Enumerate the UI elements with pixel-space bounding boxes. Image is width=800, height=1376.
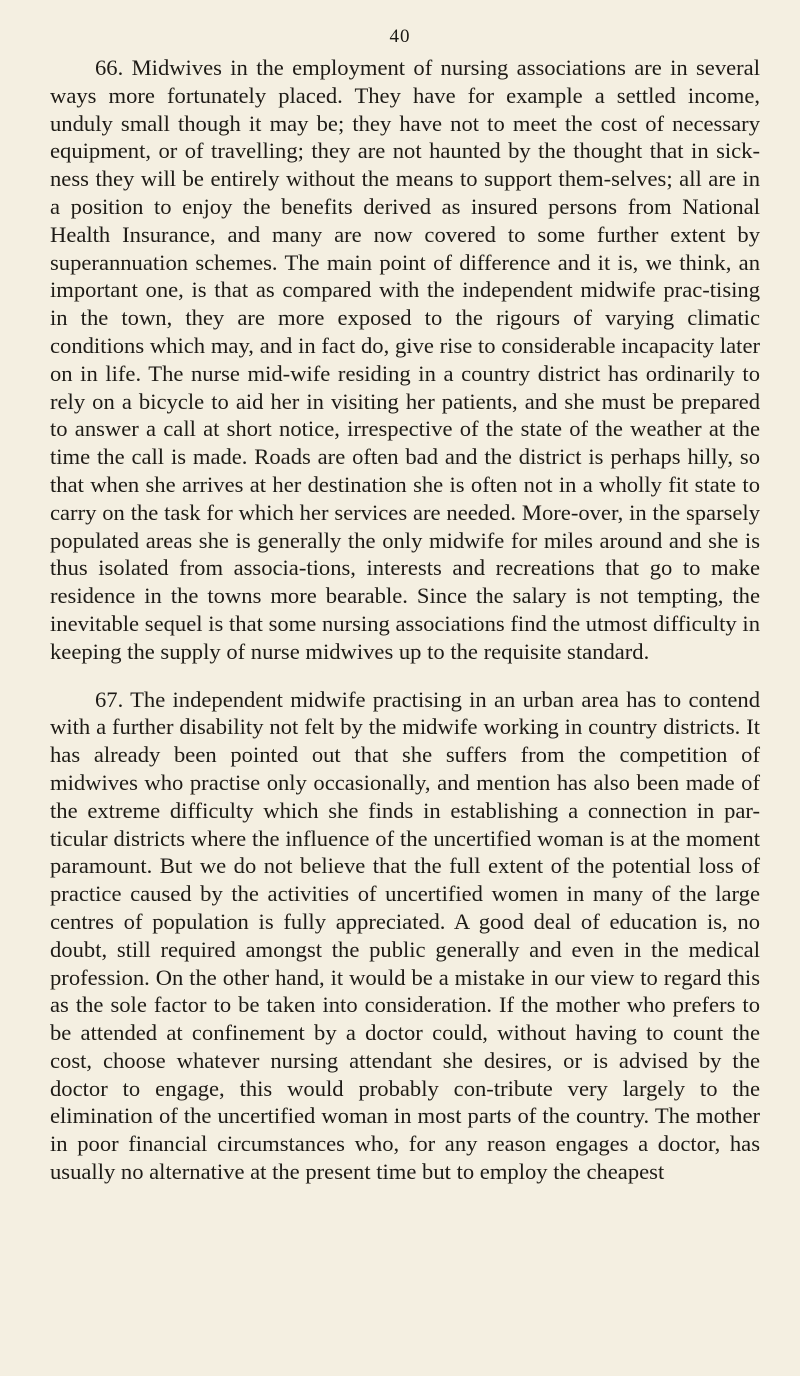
paragraph-66: 66. Midwives in the employment of nursing associations are in several ways more fortunately placed. They have for example a settled income, unduly small though it may be; they have not to meet the cost of necessary equipment, or of travelling; they are not haunted by the thought that in sick-ness they will be entirely without the means to support them-selves; all are in a position to enjoy the benefits derived as insured persons from National Health Insurance, and many are now covered to some further extent by superannuation schemes. The main point of difference and it is, we think, an important one, is that as compared with the independent midwife prac-tising in the town, they are more exposed to the rigours of varying climatic conditions which may, and in fact do, give rise to considerable incapacity later on in life. The nurse mid-wife residing in a country district has ordinarily to rely on a bicycle to aid her in visiting her patients, and she must be prepared to answer a call at short notice, irrespective of the state of the weather at the time the call is made. Roads are often bad and the district is perhaps hilly, so that when she arrives at her destination she is often not in a wholly fit state to carry on the task for which her services are needed. More-over, in the sparsely populated areas she is generally the only midwife for miles around and she is thus isolated from associa-tions, interests and recreations that go to make residence in the towns more bearable. Since the salary is not tempting, the inevitable sequel is that some nursing associations find the utmost difficulty in keeping the supply of nurse midwives up to the requisite standard. (50, 55, 760, 664)
page-number: 40 (389, 26, 411, 47)
paragraph-67: 67. The independent midwife practising in an urban area has to contend with a further disability not felt by the midwife working in country districts. It has already been pointed out that she suffers from the competition of midwives who practise only occasionally, and mention has also been made of the extreme difficulty which she finds in establishing a connection in par-ticular districts where the influence of the uncertified woman is at the moment paramount. But we do not believe that the full extent of the potential loss of practice caused by the activities of uncertified women in many of the large centres of population is fully appreciated. A good deal of education is, no doubt, still required amongst the public generally and even in the medical profession. On the other hand, it would be a mistake in our view to regard this as the sole factor to be taken into consideration. If the mother who prefers to be attended at confinement by a doctor could, without having to count the cost, choose whatever nursing attendant she desires, or is advised by the doctor to engage, this would probably con-tribute very largely to the elimination of the uncertified woman in most parts of the country. The mother in poor financial circumstances who, for any reason engages a doctor, has usually no alternative at the present time but to employ the cheapest (50, 686, 760, 1185)
